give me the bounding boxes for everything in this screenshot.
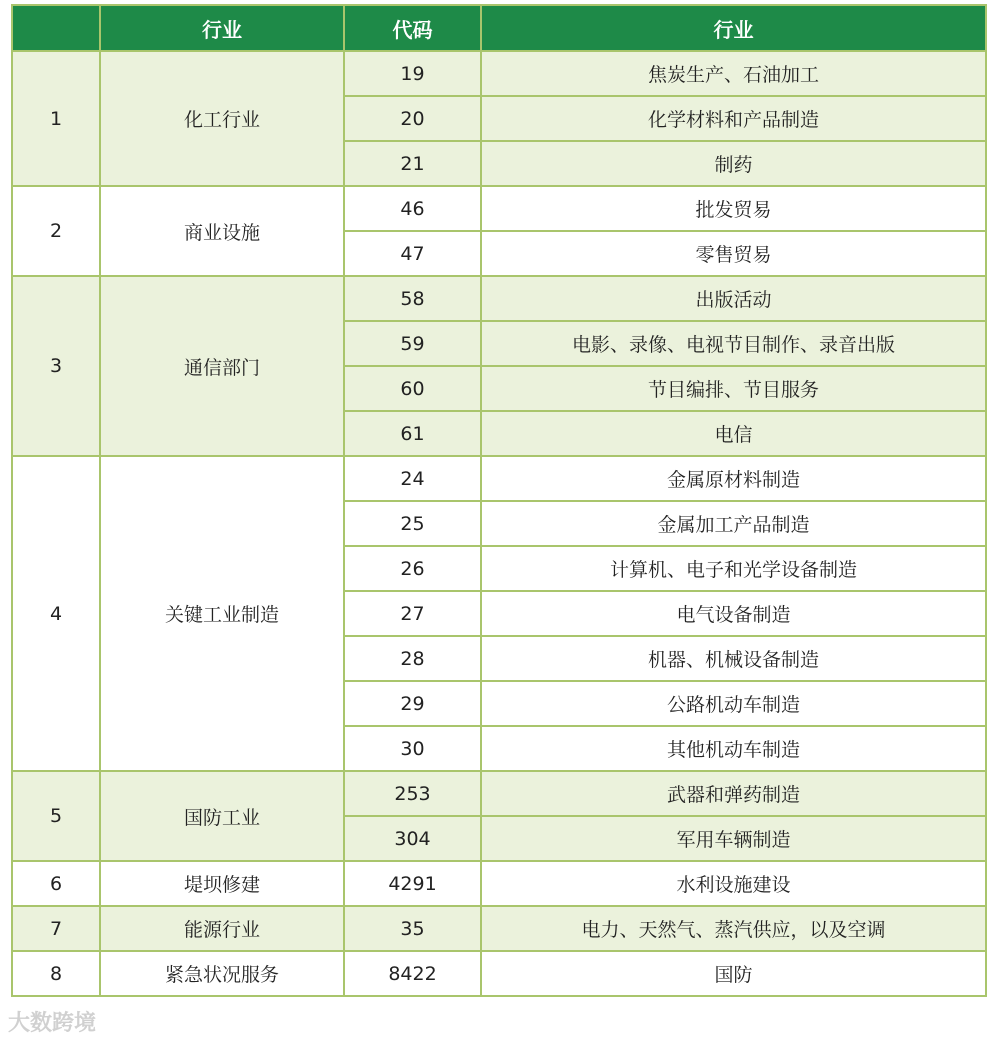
group-name: 通信部门	[100, 276, 344, 456]
group-name: 堤坝修建	[100, 861, 344, 906]
item-name: 焦炭生产、石油加工	[481, 51, 986, 96]
item-code: 253	[344, 771, 481, 816]
item-code: 304	[344, 816, 481, 861]
item-name: 水利设施建设	[481, 861, 986, 906]
item-code: 4291	[344, 861, 481, 906]
group-number: 8	[12, 951, 100, 996]
group-number: 4	[12, 456, 100, 771]
item-name: 国防	[481, 951, 986, 996]
item-code: 60	[344, 366, 481, 411]
item-name: 金属原材料制造	[481, 456, 986, 501]
item-code: 59	[344, 321, 481, 366]
watermark: 大数跨境	[8, 1011, 97, 1036]
item-name: 化学材料和产品制造	[481, 96, 986, 141]
item-name: 节目编排、节目服务	[481, 366, 986, 411]
group-number: 2	[12, 186, 100, 276]
group-name: 能源行业	[100, 906, 344, 951]
table-row	[12, 456, 986, 501]
item-name: 电信	[481, 411, 986, 456]
item-code: 61	[344, 411, 481, 456]
group-number: 7	[12, 906, 100, 951]
item-name: 其他机动车制造	[481, 726, 986, 771]
item-name: 金属加工产品制造	[481, 501, 986, 546]
item-name: 计算机、电子和光学设备制造	[481, 546, 986, 591]
table-row	[12, 186, 986, 231]
group-number: 5	[12, 771, 100, 861]
item-code: 20	[344, 96, 481, 141]
industry-table	[11, 4, 987, 997]
table-row	[12, 906, 986, 951]
group-name: 关键工业制造	[100, 456, 344, 771]
header-code: 代码	[344, 5, 481, 51]
item-name: 制药	[481, 141, 986, 186]
item-name: 武器和弹药制造	[481, 771, 986, 816]
group-name: 商业设施	[100, 186, 344, 276]
item-name: 电气设备制造	[481, 591, 986, 636]
header-sub-industry: 行业	[481, 5, 986, 51]
item-name: 机器、机械设备制造	[481, 636, 986, 681]
group-number: 3	[12, 276, 100, 456]
item-code: 28	[344, 636, 481, 681]
group-name: 国防工业	[100, 771, 344, 861]
item-code: 27	[344, 591, 481, 636]
item-code: 29	[344, 681, 481, 726]
item-code: 8422	[344, 951, 481, 996]
table-row	[12, 771, 986, 816]
header-industry: 行业	[100, 5, 344, 51]
table-row	[12, 861, 986, 906]
item-code: 35	[344, 906, 481, 951]
table-row	[12, 276, 986, 321]
item-code: 26	[344, 546, 481, 591]
item-name: 批发贸易	[481, 186, 986, 231]
item-name: 出版活动	[481, 276, 986, 321]
item-name: 公路机动车制造	[481, 681, 986, 726]
item-code: 19	[344, 51, 481, 96]
header-number	[12, 5, 100, 51]
item-code: 47	[344, 231, 481, 276]
group-name: 化工行业	[100, 51, 344, 186]
item-code: 30	[344, 726, 481, 771]
item-name: 电力、天然气、蒸汽供应，以及空调	[481, 906, 986, 951]
group-number: 6	[12, 861, 100, 906]
table-header	[12, 5, 986, 51]
group-number: 1	[12, 51, 100, 186]
item-code: 24	[344, 456, 481, 501]
item-code: 46	[344, 186, 481, 231]
item-code: 58	[344, 276, 481, 321]
item-code: 21	[344, 141, 481, 186]
item-name: 军用车辆制造	[481, 816, 986, 861]
table-row	[12, 951, 986, 996]
item-code: 25	[344, 501, 481, 546]
group-name: 紧急状况服务	[100, 951, 344, 996]
item-name: 电影、录像、电视节目制作、录音出版	[481, 321, 986, 366]
item-name: 零售贸易	[481, 231, 986, 276]
table-row	[12, 51, 986, 96]
